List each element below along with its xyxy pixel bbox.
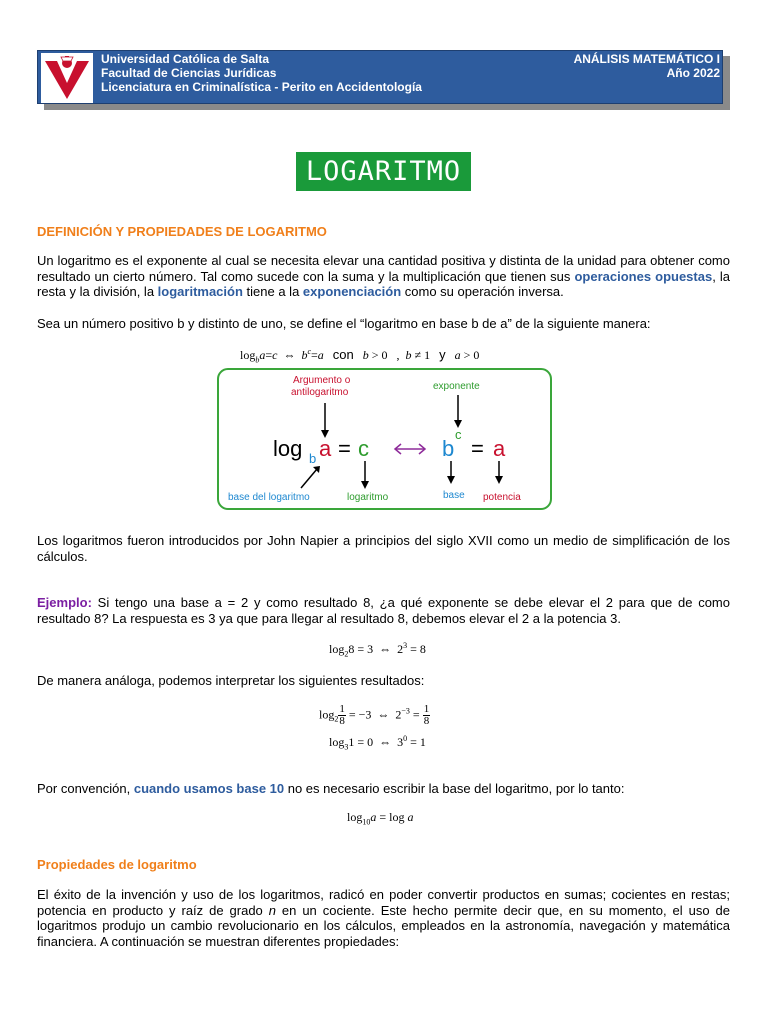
text-run: Por convención, <box>37 781 134 796</box>
career-name: Licenciatura en Criminalística - Perito en Accidentología <box>101 80 422 94</box>
label-argumento: Argumento o <box>293 375 351 386</box>
text-run: El éxito de la invención y uso de los logaritmos, radicó en poder convertir productos en sumas; cocientes en restas; potencia en producto y raíz de grado <box>37 887 730 918</box>
link-exponenciacion[interactable]: exponenciación <box>302 284 402 299</box>
label-antilogaritmo: antilogaritmo <box>291 387 349 398</box>
text-run: en un cociente. Este hecho permite decir que, en su momento, el uso de logaritmos produjo un cambio revolucionario en los cálculos, empleados en la astronomía, navegación y matemática financiera. A continuación se muestran diferentes propiedades: <box>37 902 730 949</box>
text-run: , la resta y la división, la <box>37 268 731 299</box>
example-paragraph <box>37 595 730 626</box>
diagram-base-b: b <box>442 436 455 461</box>
example-label: Ejemplo: <box>37 595 92 610</box>
page-title: LOGARITMO <box>305 156 462 187</box>
word-y: y <box>439 347 446 362</box>
label-base-del-logaritmo: base del logaritmo <box>228 492 310 503</box>
convention-paragraph <box>37 781 730 797</box>
formula-log3-one: $\log_31 = 0$ ⇔ $3^0 = 1$ <box>329 734 426 752</box>
label-base: base <box>443 490 465 501</box>
definition-paragraph <box>37 253 730 300</box>
word-con: con <box>332 347 354 362</box>
diagram-equals-2: = <box>471 436 484 461</box>
formula-base-10: $\log_{10}a = \log a$ <box>347 810 414 827</box>
diagram-log-base: b <box>309 451 317 466</box>
link-operaciones-opuestas[interactable]: operaciones opuestas <box>574 268 713 284</box>
link-base-10[interactable]: cuando usamos base 10 <box>133 781 285 796</box>
analog-paragraph: De manera análoga, podemos interpretar los siguientes resultados: <box>37 673 425 688</box>
header-course <box>574 52 720 80</box>
diagram-equals-1: = <box>338 436 351 461</box>
subject-name: ANÁLISIS MATEMÁTICO I <box>573 52 720 66</box>
label-logaritmo: logaritmo <box>347 492 389 503</box>
section-heading-properties: Propiedades de logaritmo <box>37 857 197 872</box>
text-run: Un logaritmo es el exponente al cual se necesita elevar una cantidad positiva y distinta de la unidad para obtener como resultado un cierto número. Tal como sucede con la suma y la multiplicación que tienen sus <box>37 253 730 284</box>
diagram-c: c <box>358 436 369 461</box>
diagram-log: log <box>273 436 303 461</box>
example-text: Si tengo una base a = 2 y como resultado 8, ¿a qué exponente se debe elevar el 2 para que de como resultado 8? La respuesta es 3 ya que para llegar al resultado 8, debemos elevar el 2 a la potencia 3. <box>37 595 730 626</box>
logarithm-diagram <box>217 368 553 511</box>
text-run-n: n <box>268 902 276 918</box>
university-name: Universidad Católica de Salta <box>101 52 270 66</box>
label-exponente: exponente <box>433 381 480 392</box>
napier-paragraph: Los logaritmos fueron introducidos por John Napier a principios del siglo XVII como un medio de simplificación de los cálculos. <box>37 533 730 564</box>
example-formula: $\log_28 = 3$ ⇔ $2^3 = 8$ <box>329 641 426 659</box>
university-logo-icon <box>41 53 93 103</box>
formula-log2-one-eighth: $\log_2$ $\frac{1}{8}$ = −3 ⇔ $2^{-3}$ = $\frac{1}{8}$ <box>319 703 430 727</box>
text-run: tiene a la <box>242 284 303 299</box>
header-institution <box>101 52 422 94</box>
text-run: como su operación inversa. <box>401 284 564 299</box>
diagram-exp-c: c <box>455 427 462 442</box>
faculty-name: Facultad de Ciencias Jurídicas <box>101 66 277 80</box>
definition-intro: Sea un número positivo b y distinto de uno, se define el “logaritmo en base b de a” de la siguiente manera: <box>37 316 651 331</box>
definition-formula: $\log_ba=c$ ⇔ $b^c=a$ con b > 0 , b ≠ 1 y a > 0 <box>240 347 480 365</box>
year-label: Año 2022 <box>666 66 720 80</box>
section-heading-definition: DEFINICIÓN Y PROPIEDADES DE LOGARITMO <box>37 224 327 239</box>
link-logaritmacion[interactable]: logaritmación <box>157 284 243 299</box>
text-run: no es necesario escribir la base del logaritmo, por lo tanto: <box>284 781 625 796</box>
properties-paragraph <box>37 887 730 949</box>
diagram-power-a: a <box>493 436 506 461</box>
diagram-arg: a <box>319 436 332 461</box>
label-potencia: potencia <box>483 492 521 503</box>
